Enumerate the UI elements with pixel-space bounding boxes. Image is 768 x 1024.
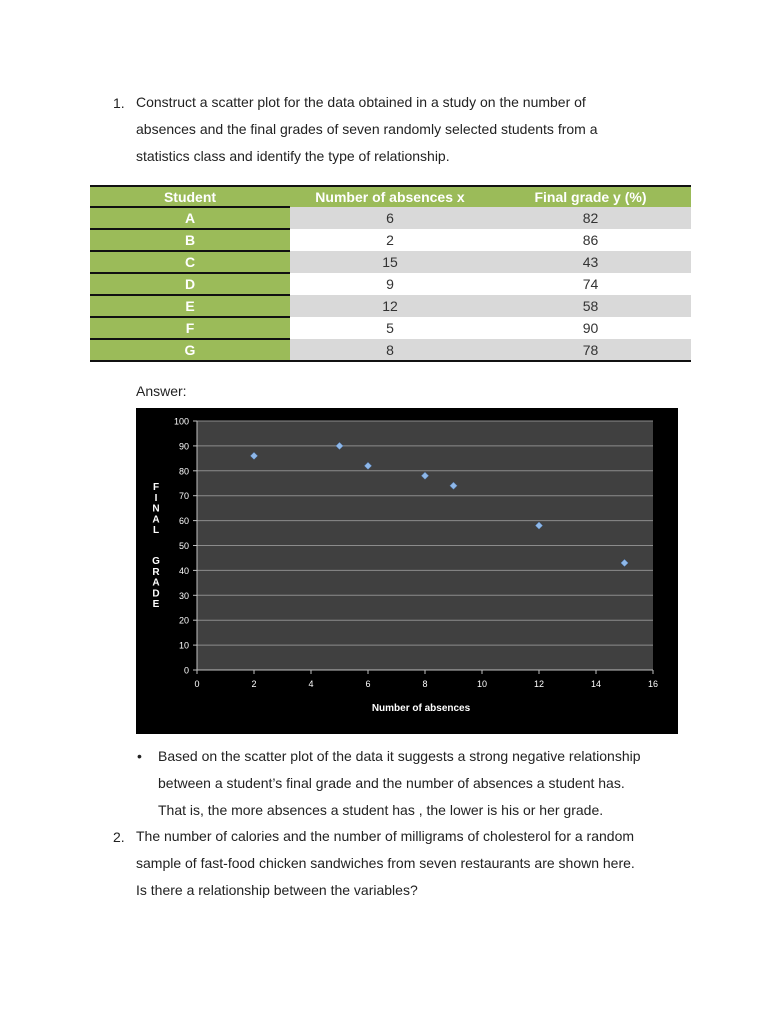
table-row: [90, 339, 691, 361]
cell-grade: 58: [490, 295, 691, 317]
bullet-text: [158, 743, 698, 824]
cell-absences: 15: [290, 251, 490, 273]
cell-absences: 2: [290, 229, 490, 251]
cell-student: D: [90, 273, 290, 295]
cell-student: F: [90, 317, 290, 339]
x-axis-label: Number of absences: [371, 703, 471, 714]
table-row: [90, 295, 691, 317]
cell-grade: 82: [490, 207, 691, 229]
cell-absences: 8: [290, 339, 490, 361]
table-row: [90, 317, 691, 339]
x-tick-label: 14: [590, 679, 602, 689]
question-2-text: [136, 823, 696, 904]
table-row: [90, 207, 691, 229]
cell-student: B: [90, 229, 290, 251]
cell-absences: 12: [290, 295, 490, 317]
header-final-grade: Final grade y (%): [490, 186, 691, 207]
cell-student: G: [90, 339, 290, 361]
question-1-line: absences and the final grades of seven randomly selected students from a: [136, 121, 598, 137]
question-2-number: 2.: [113, 829, 125, 845]
y-tick-label: 100: [173, 416, 189, 427]
question-1-text: [136, 89, 696, 170]
x-tick-label: 0: [194, 679, 200, 689]
x-tick-label: 16: [647, 679, 659, 689]
question-2-line: The number of calories and the number of milligrams of cholesterol for a random: [136, 828, 635, 844]
cell-student: C: [90, 251, 290, 273]
x-tick-label: 8: [422, 679, 428, 689]
scatter-chart: [136, 408, 678, 734]
table-row: [90, 251, 691, 273]
bullet-symbol: •: [137, 748, 142, 764]
cell-student: E: [90, 295, 290, 317]
bullet-line: That is, the more absences a student has , the lower is his or her grade.: [158, 802, 604, 818]
cell-absences: 6: [290, 207, 490, 229]
y-tick-label: 40: [178, 565, 189, 576]
header-student: Student: [90, 186, 290, 207]
table-row: [90, 229, 691, 251]
cell-grade: 86: [490, 229, 691, 251]
x-tick-label: 10: [476, 679, 488, 689]
cell-absences: 9: [290, 273, 490, 295]
y-tick-label: 10: [178, 640, 189, 651]
answer-label: Answer:: [136, 383, 187, 399]
question-1-line: Construct a scatter plot for the data obtained in a study on the number of: [136, 94, 586, 110]
x-tick-label: 4: [308, 679, 314, 689]
x-tick-label: 12: [533, 679, 545, 689]
y-tick-label: 70: [178, 491, 189, 502]
cell-grade: 78: [490, 339, 691, 361]
cell-grade: 90: [490, 317, 691, 339]
cell-grade: 43: [490, 251, 691, 273]
y-tick-label: 20: [178, 615, 189, 626]
y-tick-label: 0: [183, 665, 189, 676]
cell-grade: 74: [490, 273, 691, 295]
question-1-line: statistics class and identify the type of relationship.: [136, 148, 450, 164]
question-2-line: Is there a relationship between the variables?: [136, 882, 418, 898]
table-row: [90, 273, 691, 295]
question-1-number: 1.: [113, 95, 125, 111]
y-tick-label: 90: [178, 441, 189, 452]
header-absences: Number of absences x: [290, 186, 490, 207]
absences-grades-table: [90, 185, 691, 362]
y-tick-label: 60: [178, 516, 189, 527]
x-tick-label: 6: [365, 679, 371, 689]
bullet-line: Based on the scatter plot of the data it suggests a strong negative relationship: [158, 748, 641, 764]
x-tick-label: 2: [251, 679, 257, 689]
scatter-chart-svg: [136, 408, 678, 734]
question-2-line: sample of fast-food chicken sandwiches from seven restaurants are shown here.: [136, 855, 635, 871]
y-tick-label: 50: [178, 541, 189, 551]
cell-absences: 5: [290, 317, 490, 339]
table-header-row: [90, 186, 691, 207]
cell-student: A: [90, 207, 290, 229]
y-tick-label: 30: [178, 590, 189, 601]
y-tick-label: 80: [178, 466, 189, 477]
y-axis-label: F I N A L G R A D E: [152, 482, 160, 611]
bullet-line: between a student’s final grade and the number of absences a student has.: [158, 775, 625, 791]
